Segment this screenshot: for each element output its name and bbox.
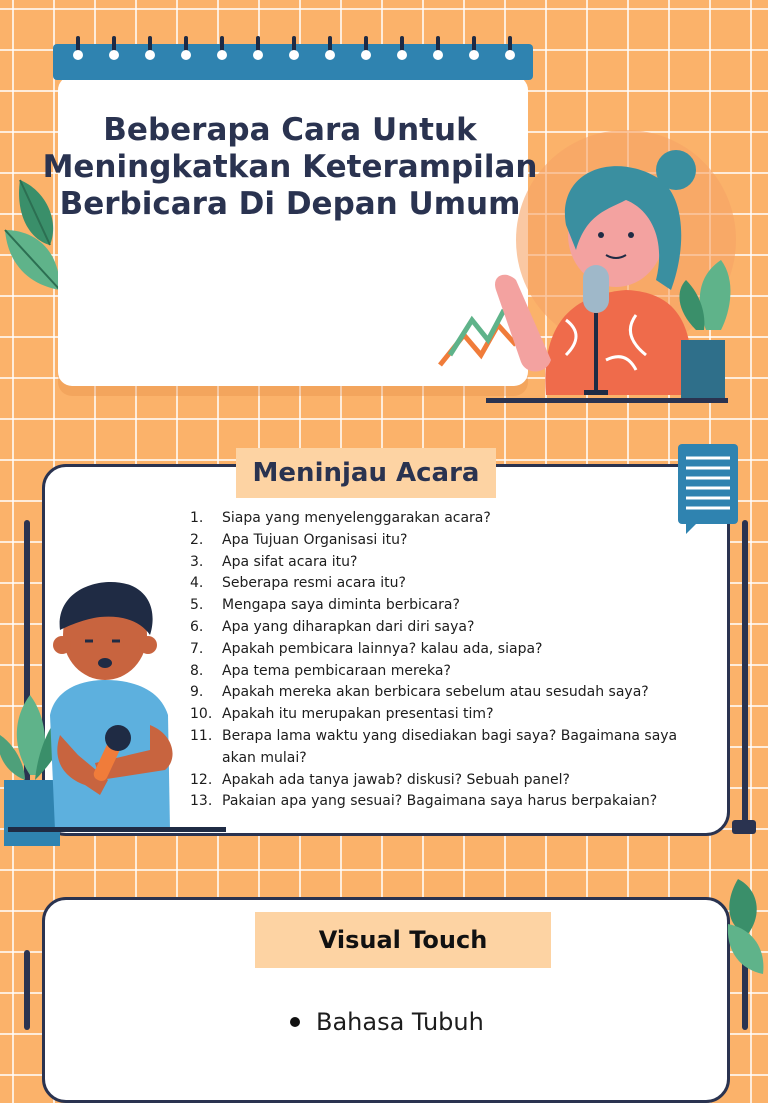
calendar-ring-icon [181, 36, 191, 66]
list-item-number: 4. [190, 575, 204, 592]
calendar-ring-icon [469, 36, 479, 66]
list-item-text: Apa yang diharapkan dari diri saya? [222, 618, 475, 635]
list-item-number: 11. [190, 727, 213, 744]
calendar-ring-icon [217, 36, 227, 66]
woman-speaker-illustration [436, 130, 746, 415]
list-item [190, 573, 710, 595]
list-item-number: 12. [190, 771, 213, 788]
frame-post-right [742, 520, 748, 830]
list-item-text: Apa tema pembicaraan mereka? [222, 662, 451, 679]
list-item [190, 704, 710, 726]
list-item-text: Apakah itu merupakan presentasi tim? [222, 706, 494, 723]
list-item-number: 3. [190, 553, 204, 570]
list-item-number: 8. [190, 662, 204, 679]
list-item [190, 639, 710, 661]
list-item-text: Siapa yang menyelenggarakan acara? [222, 510, 491, 526]
list-item [190, 595, 710, 617]
list-item-number: 7. [190, 640, 204, 657]
list-item [190, 617, 710, 639]
list-item [190, 530, 710, 552]
calendar-ring-icon [253, 36, 263, 66]
calendar-ring-icon [505, 36, 515, 66]
note-icon [676, 442, 740, 534]
frame-post-left-2 [24, 950, 30, 1030]
frame-post-base [732, 820, 756, 834]
list-item-number: 1. [190, 510, 204, 526]
question-list [190, 508, 710, 813]
list-item [190, 770, 710, 792]
bullet-item [290, 1008, 484, 1036]
list-item-number: 10. [190, 706, 213, 723]
list-item [190, 726, 710, 770]
list-item-text: Apa Tujuan Organisasi itu? [222, 531, 408, 548]
calendar-ring-icon [325, 36, 335, 66]
list-item-text: Apakah ada tanya jawab? diskusi? Sebuah panel? [222, 771, 570, 788]
list-item-text: Apakah mereka akan berbicara sebelum atau sesudah saya? [222, 684, 649, 701]
section-heading-review: Meninjau Acara [236, 448, 496, 498]
bullet-dot-icon [290, 1017, 300, 1027]
calendar-ring-icon [109, 36, 119, 66]
list-item-text: Apa sifat acara itu? [222, 553, 358, 570]
list-item [190, 682, 710, 704]
list-item-text: Pakaian apa yang sesuai? Bagaimana saya harus berpakaian? [222, 793, 658, 810]
list-item-number: 9. [190, 684, 204, 701]
list-item-text: Apakah pembicara lainnya? kalau ada, siapa? [222, 640, 543, 657]
list-item [190, 791, 710, 813]
calendar-ring-icon [397, 36, 407, 66]
list-item-number: 13. [190, 793, 213, 810]
list-item [190, 552, 710, 574]
calendar-rings-icon [53, 44, 533, 80]
page-title: Beberapa Cara Untuk Meningkatkan Keterampilan Berbicara Di Depan Umum [42, 112, 538, 222]
calendar-ring-icon [433, 36, 443, 66]
calendar-ring-icon [361, 36, 371, 66]
list-item-number: 2. [190, 531, 204, 548]
calendar-ring-icon [289, 36, 299, 66]
leaf-decoration-icon [708, 874, 768, 984]
boy-speaker-illustration [0, 575, 240, 850]
list-item-number: 5. [190, 597, 204, 614]
calendar-ring-icon [145, 36, 155, 66]
list-item-number: 6. [190, 618, 204, 635]
list-item [190, 508, 710, 530]
bullet-text: Bahasa Tubuh [316, 1008, 484, 1036]
list-item-text: Seberapa resmi acara itu? [222, 575, 406, 592]
list-item-text: Mengapa saya diminta berbicara? [222, 597, 460, 614]
list-item [190, 661, 710, 683]
calendar-ring-icon [73, 36, 83, 66]
section-heading-visual: Visual Touch [255, 912, 551, 968]
list-item-text: Berapa lama waktu yang disediakan bagi saya? Bagaimana saya akan mulai? [222, 727, 678, 766]
